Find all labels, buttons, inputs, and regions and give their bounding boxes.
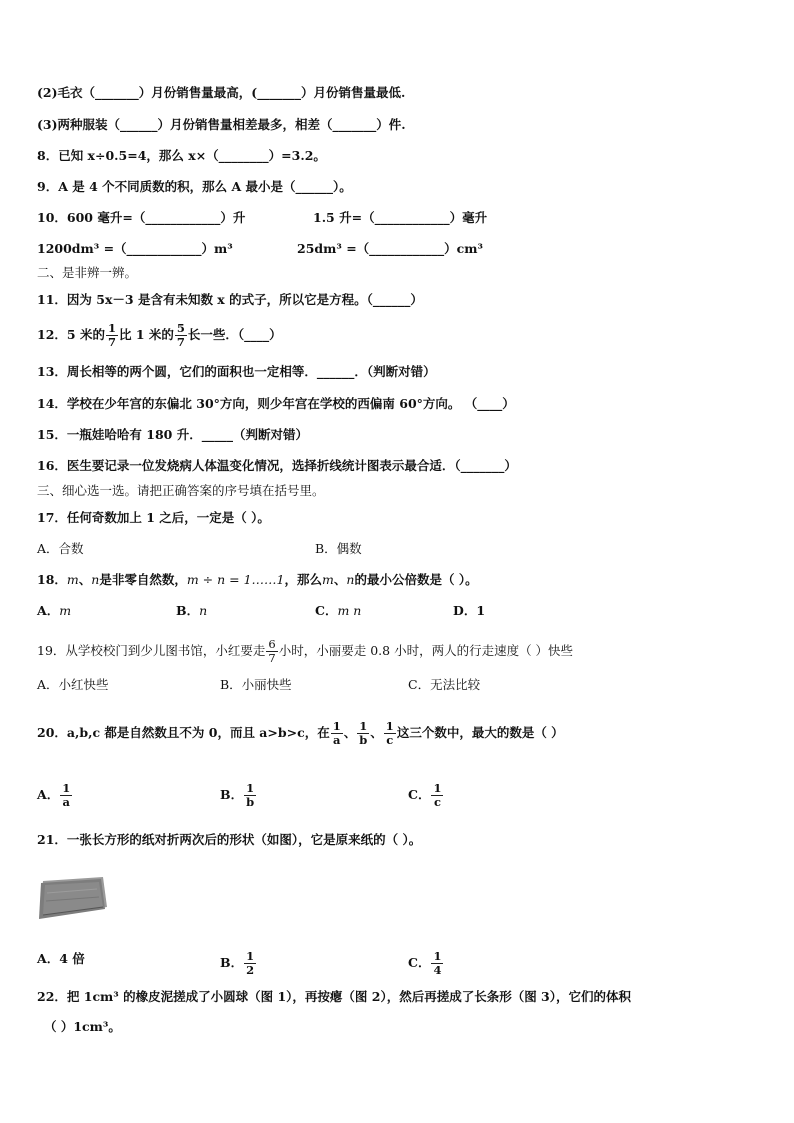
question-11: 11．因为 5x－3 是含有未知数 x 的式子，所以它是方程。（______） bbox=[37, 292, 423, 307]
q7-part3: (3)两种服装（______）月份销售量相差最多，相差（_______）件. bbox=[37, 117, 406, 132]
q20-fraction-a: $\frac{1}{a}$ bbox=[332, 719, 341, 747]
question-13: 13．周长相等的两个圆，它们的面积也一定相等．______．（判断对错） bbox=[37, 364, 436, 379]
question-20: 20．a,b,c 都是自然数且不为 0，而且 a>b>c，在 $\frac{1}{a}$ 、 $\frac{1}{b}$ 、 $\frac{1}{c}$ 这三个数中，最大的数是（ ） bbox=[37, 719, 564, 747]
question-14: 14．学校在少年宫的东偏北 30°方向，则少年宫在学校的西偏南 60°方向。 （____） bbox=[37, 396, 515, 411]
question-22-line-2: （ ）1cm³。 bbox=[44, 1019, 121, 1034]
q18-expression: m ÷ n = 1……1 bbox=[186, 572, 285, 587]
folded-paper-image bbox=[37, 873, 107, 921]
question-8: 8．已知 x÷0.5=4，那么 x×（________）=3.2。 bbox=[37, 148, 326, 163]
q17-option-b: B．偶数 bbox=[315, 541, 362, 556]
q20-option-b: B． $\frac{1}{b}$ bbox=[220, 781, 255, 809]
question-22-line-1: 22．把 1cm³ 的橡皮泥搓成了小圆球（图 1），再按瘪（图 2），然后再搓成了长条形（图 3），它们的体积 bbox=[37, 989, 632, 1004]
question-10c: 1200dm³ =（____________）m³ bbox=[37, 241, 233, 256]
q21-fraction-c: $\frac{1}{4}$ bbox=[433, 949, 442, 977]
question-17: 17．任何奇数加上 1 之后，一定是（ ）。 bbox=[37, 510, 270, 525]
q18-option-c: C．m n bbox=[315, 603, 362, 618]
q21-option-a: A．4 倍 bbox=[37, 951, 85, 966]
q20-fraction-b: $\frac{1}{b}$ bbox=[359, 719, 368, 747]
q12-post: 长一些．（____） bbox=[187, 327, 282, 342]
question-21: 21．一张长方形的纸对折两次后的形状（如图），它是原来纸的（ ）。 bbox=[37, 832, 422, 847]
q7-part2: (2)毛衣（_______）月份销售量最高，(_______）月份销售量最低. bbox=[37, 85, 406, 100]
q18-option-d: D．1 bbox=[453, 603, 486, 618]
q19-option-c: C．无法比较 bbox=[408, 677, 481, 692]
q12-pre: 12．5 米的 bbox=[37, 327, 105, 342]
section-3-heading: 三、细心选一选。请把正确答案的序号填在括号里。 bbox=[37, 483, 325, 498]
question-12 bbox=[37, 322, 282, 349]
q19-fraction: $\frac{6}{7}$ bbox=[268, 637, 276, 665]
question-16: 16．医生要记录一位发烧病人体温变化情况，选择折线统计图表示最合适．（_______） bbox=[37, 458, 517, 473]
q21-option-c: C． $\frac{1}{4}$ bbox=[408, 949, 442, 977]
q21-option-b: B． $\frac{1}{2}$ bbox=[220, 949, 255, 977]
q18-option-b: B．n bbox=[176, 603, 208, 618]
question-10b: 1.5 升=（____________）毫升 bbox=[313, 210, 488, 225]
question-10a: 10．600 毫升=（____________）升 bbox=[37, 210, 246, 225]
q19-option-b: B．小丽快些 bbox=[220, 677, 292, 692]
q19-option-a: A．小红快些 bbox=[37, 677, 109, 692]
question-10d: 25dm³ =（____________）cm³ bbox=[297, 241, 483, 256]
q20-option-c: C． $\frac{1}{c}$ bbox=[408, 781, 442, 809]
section-2-heading: 二、是非辨一辨。 bbox=[37, 265, 138, 280]
q12-fraction-1: $\frac{1}{7}$ bbox=[107, 321, 116, 349]
q21-fraction-b: $\frac{1}{2}$ bbox=[246, 949, 255, 977]
q12-fraction-2: $\frac{5}{7}$ bbox=[176, 321, 185, 349]
q17-option-a: A．合数 bbox=[37, 541, 84, 556]
q18-option-a: A．m bbox=[37, 603, 72, 618]
q12-mid: 比 1 米的 bbox=[118, 327, 174, 342]
question-19: 19．从学校校门到少儿图书馆，小红要走 $\frac{6}{7}$ 小时，小丽要走 0.8 小时，两人的行走速度（ ）快些 bbox=[37, 637, 574, 665]
q20-fraction-c: $\frac{1}{c}$ bbox=[385, 719, 394, 747]
question-18: 18．m、n是非零自然数，m ÷ n = 1……1，那么m、n的最小公倍数是（ ）。 bbox=[37, 572, 478, 587]
question-9: 9．A 是 4 个不同质数的积，那么 A 最小是（______）。 bbox=[37, 179, 352, 194]
q20-option-a: A． $\frac{1}{a}$ bbox=[37, 781, 71, 809]
question-15: 15．一瓶娃哈哈有 180 升．_____（判断对错） bbox=[37, 427, 308, 442]
